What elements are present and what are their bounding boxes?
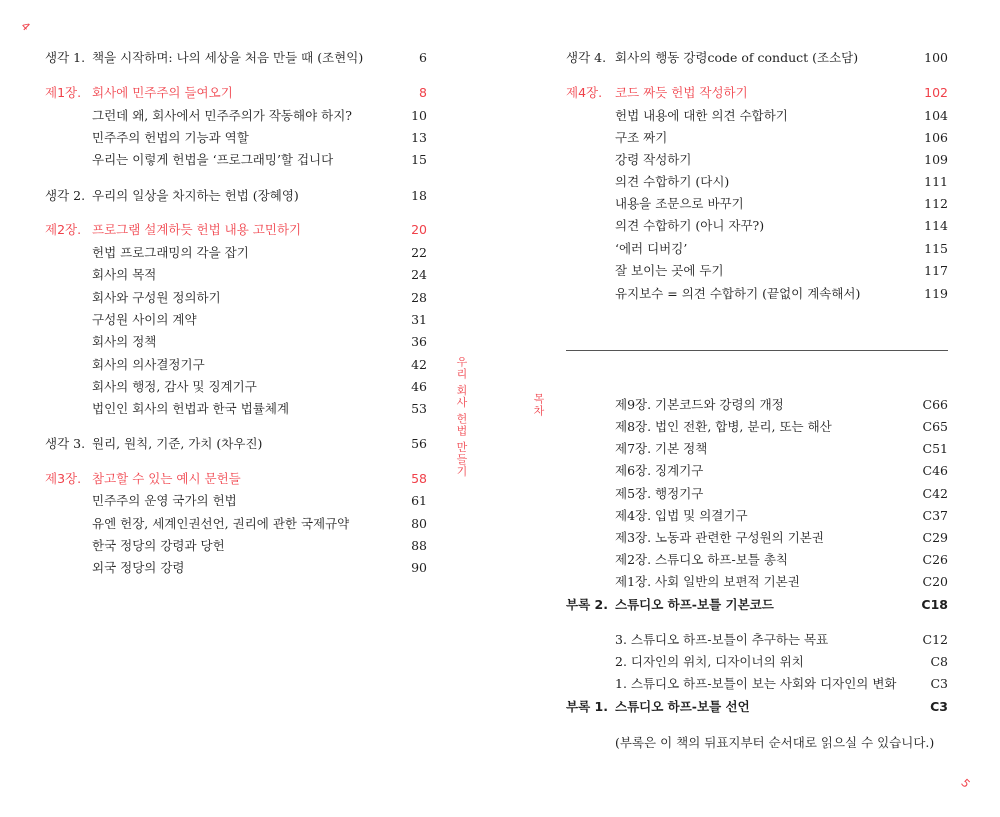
toc-entry-page: 22: [411, 245, 427, 260]
toc-entry-label: 부록 1.: [566, 699, 608, 714]
toc-entry-page: 106: [924, 130, 948, 145]
toc-entry-title: 구조 짜기: [615, 130, 668, 145]
toc-entry: [566, 216, 948, 236]
toc-entry-page: 104: [924, 108, 948, 123]
toc-entry-page: 15: [411, 152, 427, 167]
toc-entry: [45, 558, 427, 578]
toc-entry-page: C37: [922, 508, 948, 523]
toc-entry: [45, 48, 427, 68]
toc-entry-title: 한국 정당의 강령과 당헌: [92, 538, 225, 553]
toc-entry-page: C3: [930, 676, 948, 691]
toc-entry-page: 10: [411, 108, 427, 123]
toc-entry-title: 강령 작성하기: [615, 152, 692, 167]
toc-entry: [45, 332, 427, 352]
toc-entry-page: 13: [411, 130, 427, 145]
toc-entry-page: C66: [922, 397, 948, 412]
toc-entry: [566, 528, 948, 548]
toc-entry-title: 유엔 헌장, 세계인권선언, 권리에 관한 국제규약: [92, 516, 350, 531]
toc-entry: [45, 310, 427, 330]
toc-entry-title: 제5장. 행정기구: [615, 486, 704, 501]
toc-entry-title: 참고할 수 있는 예시 문헌들: [92, 471, 241, 486]
toc-entry: [566, 652, 948, 672]
toc-entry: [45, 469, 427, 489]
toc-entry-title: 제4장. 입법 및 의결기구: [615, 508, 748, 523]
toc-entry-page: 90: [411, 560, 427, 575]
toc-entry-title: 제9장. 기본코드와 강령의 개정: [615, 397, 784, 412]
toc-entry-title: 민주주의 헌법의 기능과 역할: [92, 130, 249, 145]
toc-entry-title: 3. 스튜디오 하프-보틀이 추구하는 목표: [615, 632, 829, 647]
toc-entry-label: 생각 3.: [45, 436, 86, 451]
toc-entry: [45, 399, 427, 419]
toc-entry: [45, 288, 427, 308]
toc-entry-page: 28: [411, 290, 427, 305]
toc-entry: [45, 243, 427, 263]
toc-entry: [566, 106, 948, 126]
toc-entry-page: C46: [922, 463, 948, 478]
toc-entry: [45, 150, 427, 170]
toc-entry-label: 생각 4.: [566, 50, 607, 65]
toc-entry-title: 프로그램 설계하듯 헌법 내용 고민하기: [92, 222, 302, 237]
toc-entry-page: 100: [924, 50, 948, 65]
toc-entry-title: 의견 수합하기 (다시): [615, 174, 730, 189]
toc-entry-page: C12: [922, 632, 948, 647]
toc-entry-page: 115: [924, 241, 948, 256]
toc-entry: [45, 186, 427, 206]
toc-entry-page: 8: [419, 85, 427, 100]
toc-entry: [566, 150, 948, 170]
toc-entry: [566, 484, 948, 504]
toc-entry-page: 36: [411, 334, 427, 349]
toc-entry: [566, 595, 948, 615]
toc-entry: [566, 261, 948, 281]
toc-entry-page: C29: [922, 530, 948, 545]
toc-entry-title: 2. 디자인의 위치, 디자이너의 위치: [615, 654, 804, 669]
toc-entry-title: 회사와 구성원 정의하기: [92, 290, 221, 305]
toc-entry: [45, 83, 427, 103]
toc-entry-page: 53: [411, 401, 427, 416]
toc-entry: [566, 48, 948, 68]
toc-entry: [566, 284, 948, 304]
toc-entry-title: 회사에 민주주의 들여오기: [92, 85, 233, 100]
toc-entry-title: 1. 스튜디오 하프-보틀이 보는 사회와 디자인의 변화: [615, 676, 897, 691]
toc-entry-page: 18: [411, 188, 427, 203]
toc-entry: [45, 536, 427, 556]
toc-entry-title: 원리, 원칙, 기준, 가치 (차우진): [92, 436, 263, 451]
toc-entry-title: 우리의 일상을 차지하는 헌법 (장혜영): [92, 188, 299, 203]
toc-entry: [45, 355, 427, 375]
toc-entry-page: 24: [411, 267, 427, 282]
toc-entry-page: 20: [411, 222, 427, 237]
toc-entry-title: 코드 짜듯 헌법 작성하기: [615, 85, 748, 100]
toc-entry: [45, 106, 427, 126]
toc-entry-page: C42: [922, 486, 948, 501]
toc-entry: [45, 128, 427, 148]
toc-entry: [45, 514, 427, 534]
toc-entry-page: C20: [922, 574, 948, 589]
spine-book-title: 우리 회사 헌법 만들기: [455, 356, 468, 478]
toc-entry-page: 31: [411, 312, 427, 327]
toc-entry: [45, 491, 427, 511]
toc-entry-title: ‘에러 디버깅’: [615, 241, 688, 256]
toc-entry: [45, 434, 427, 454]
toc-entry-title: 우리는 이렇게 헌법을 ‘프로그래밍’할 겁니다: [92, 152, 334, 167]
toc-entry: [45, 220, 427, 240]
toc-entry: [566, 630, 948, 650]
toc-entry-title: 책을 시작하며: 나의 세상을 처음 만들 때 (조현익): [92, 50, 364, 65]
toc-entry: [566, 461, 948, 481]
toc-entry-title: 민주주의 운영 국가의 헌법: [92, 493, 237, 508]
toc-entry: [566, 83, 948, 103]
toc-entry: [45, 265, 427, 285]
toc-entry-title: 의견 수합하기 (아니 자꾸?): [615, 218, 765, 233]
toc-entry: [566, 172, 948, 192]
toc-entry-title: 그런데 왜, 회사에서 민주주의가 작동해야 하지?: [92, 108, 352, 123]
toc-entry-page: C26: [922, 552, 948, 567]
toc-entry-title: 회사의 행정, 감사 및 징계기구: [92, 379, 257, 394]
toc-entry-label: 제1장.: [45, 85, 82, 100]
toc-entry-title: 유지보수 = 의견 수합하기 (끝없이 계속해서): [615, 286, 861, 301]
toc-entry-label: 제4장.: [566, 85, 603, 100]
toc-entry-page: C8: [930, 654, 948, 669]
toc-entry-title: 회사의 의사결정기구: [92, 357, 205, 372]
toc-entry-page: 80: [411, 516, 427, 531]
toc-entry-label: 제2장.: [45, 222, 82, 237]
toc-entry-page: C51: [922, 441, 948, 456]
toc-entry: [566, 674, 948, 694]
toc-entry-title: 헌법 프로그래밍의 각을 잡기: [92, 245, 249, 260]
toc-entry-page: C65: [922, 419, 948, 434]
toc-entry-label: 제3장.: [45, 471, 82, 486]
toc-entry: [566, 697, 948, 717]
toc-entry-page: 119: [924, 286, 948, 301]
page-number-right: 5: [958, 776, 973, 791]
toc-entry-page: 42: [411, 357, 427, 372]
toc-entry-title: 내용을 조문으로 바꾸기: [615, 196, 744, 211]
toc-entry-title: 잘 보이는 곳에 두기: [615, 263, 724, 278]
toc-entry-title: 스튜디오 하프-보틀 선언: [615, 699, 750, 714]
toc-entry-page: 114: [924, 218, 948, 233]
spine-section-label: 목차: [532, 393, 545, 417]
toc-entry-title: 제2장. 스튜디오 하프-보틀 총칙: [615, 552, 788, 567]
toc-entry-page: 112: [924, 196, 948, 211]
toc-entry-title: 제6장. 징계기구: [615, 463, 704, 478]
appendix-note: (부록은 이 책의 뒤표지부터 순서대로 읽으실 수 있습니다.): [615, 735, 935, 750]
toc-entry-page: 46: [411, 379, 427, 394]
toc-entry-title: 제8장. 법인 전환, 합병, 분리, 또는 해산: [615, 419, 832, 434]
toc-entry-title: 제1장. 사회 일반의 보편적 기본권: [615, 574, 800, 589]
toc-entry: [566, 417, 948, 437]
toc-entry-title: 회사의 목적: [92, 267, 157, 282]
toc-entry-title: 스튜디오 하프-보틀 기본코드: [615, 597, 774, 612]
toc-entry-title: 헌법 내용에 대한 의견 수합하기: [615, 108, 788, 123]
toc-entry: [566, 395, 948, 415]
toc-entry: [566, 572, 948, 592]
toc-entry-label: 생각 2.: [45, 188, 86, 203]
toc-entry-title: 회사의 정책: [92, 334, 157, 349]
toc-entry-title: 제7장. 기본 정책: [615, 441, 708, 456]
toc-entry: [566, 194, 948, 214]
toc-entry: [566, 239, 948, 259]
toc-entry: [45, 377, 427, 397]
toc-entry-title: 제3장. 노동과 관련한 구성원의 기본권: [615, 530, 824, 545]
toc-entry-page: 58: [411, 471, 427, 486]
toc-entry: [566, 128, 948, 148]
toc-entry-page: 56: [411, 436, 427, 451]
toc-entry-page: 109: [924, 152, 948, 167]
toc-entry: [566, 550, 948, 570]
toc-entry: [566, 439, 948, 459]
toc-entry-page: C18: [921, 597, 948, 612]
toc-entry-title: 법인인 회사의 헌법과 한국 법률체계: [92, 401, 290, 416]
toc-entry-title: 회사의 행동 강령code of conduct (조소담): [615, 50, 859, 65]
toc-entry-label: 생각 1.: [45, 50, 86, 65]
toc-entry-title: 외국 정당의 강령: [92, 560, 185, 575]
toc-entry: [566, 506, 948, 526]
toc-entry-page: 6: [419, 50, 427, 65]
toc-entry-page: 102: [924, 85, 948, 100]
page-number-left: 4: [18, 19, 33, 34]
divider-rule: [566, 350, 948, 351]
toc-entry-page: 117: [924, 263, 948, 278]
toc-entry-page: 61: [411, 493, 427, 508]
toc-entry-page: 111: [924, 174, 948, 189]
toc-entry-label: 부록 2.: [566, 597, 608, 612]
toc-entry-title: 구성원 사이의 계약: [92, 312, 197, 327]
toc-entry-page: C3: [930, 699, 948, 714]
toc-entry-page: 88: [411, 538, 427, 553]
right-page: [500, 0, 1000, 817]
